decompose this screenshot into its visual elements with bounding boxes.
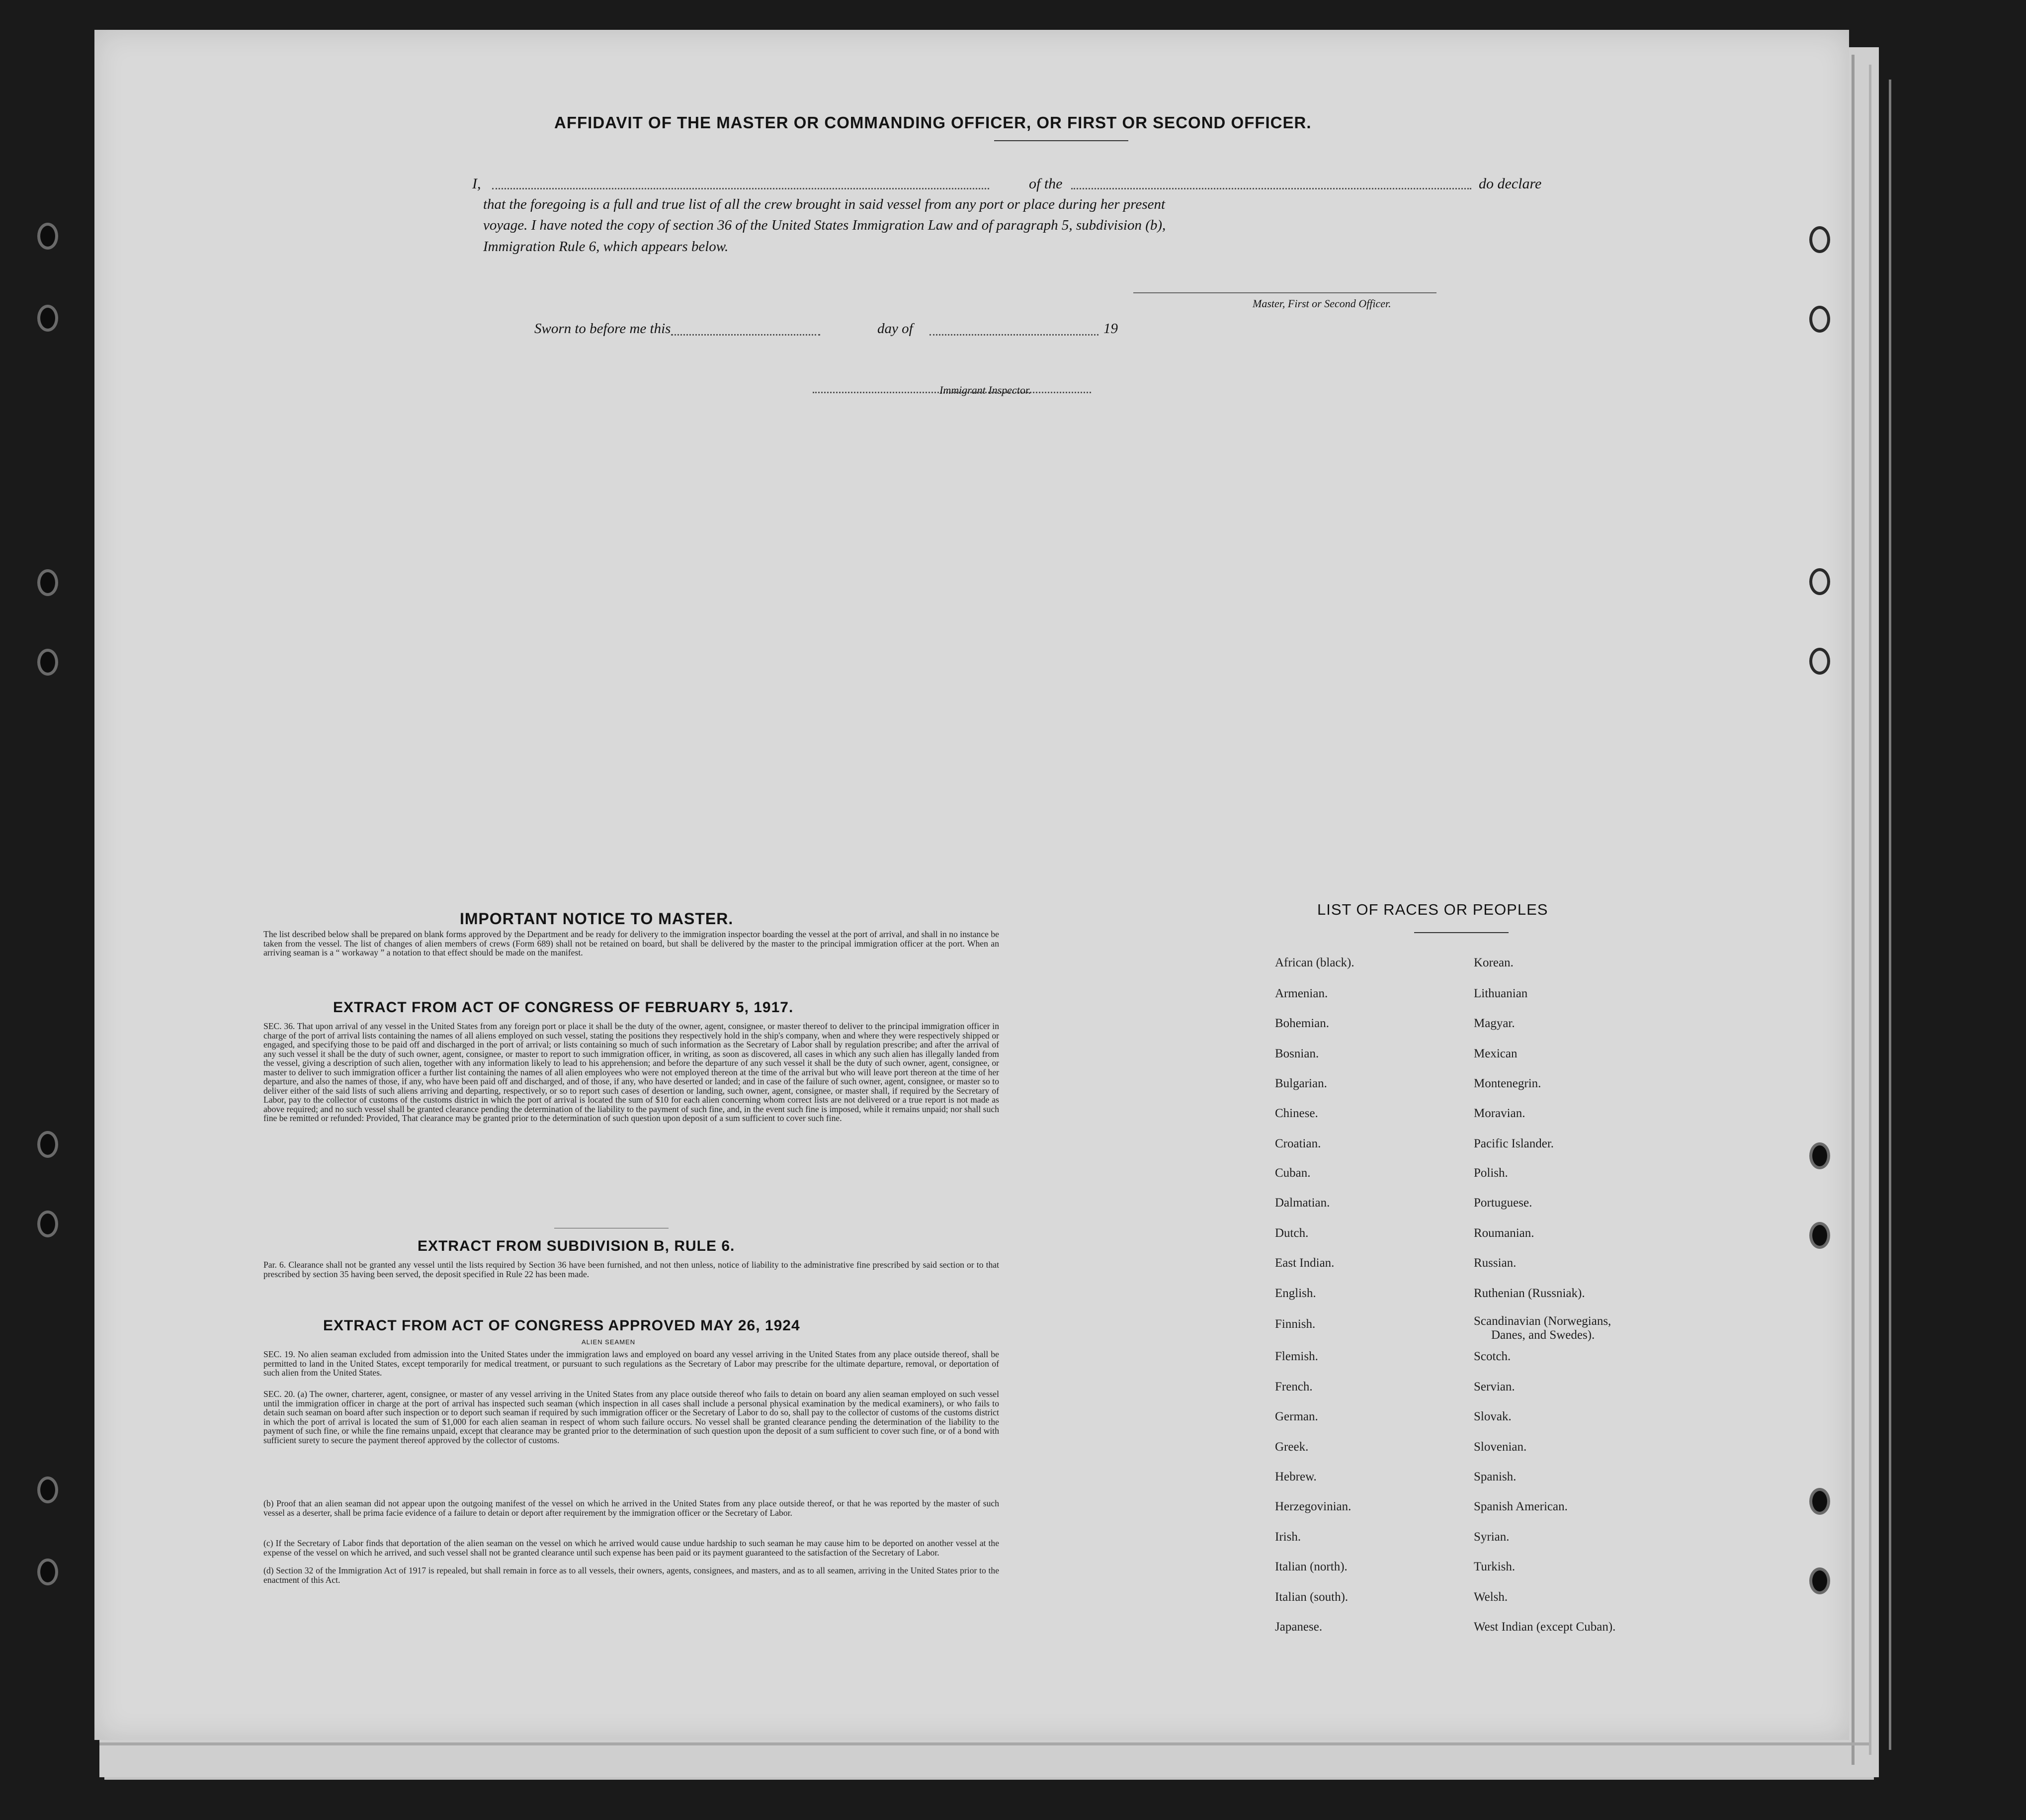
race-left-14: French. (1275, 1380, 1313, 1393)
race-left-4: Bulgarian. (1275, 1077, 1327, 1090)
race-right-2: Magyar. (1474, 1017, 1515, 1030)
title-rule (994, 140, 1128, 141)
binder-hole-icon (1809, 568, 1830, 595)
sworn-day-blank (671, 334, 820, 336)
binder-hole-icon (1809, 648, 1830, 675)
race-right-9: Roumanian. (1474, 1226, 1534, 1240)
race-right-20: Turkish. (1474, 1560, 1516, 1573)
race-right-7: Polish. (1474, 1166, 1508, 1180)
binder-hole-icon (37, 1211, 58, 1237)
sec20b-text: (b) Proof that an alien seaman did not appear upon the outgoing manifest of the vessel on which he arrived in the United States from any place outside thereof, or that he was reported by the master of such vessel as a deserter, shall be prima facie evidence of a failure to detain or deport after requirement by the immigration officer or the Secretary of Labor. (263, 1498, 999, 1518)
binder-hole-icon (1809, 1222, 1830, 1249)
month-blank (929, 334, 1098, 336)
race-right-0: Korean. (1474, 956, 1514, 969)
binder-hole-icon (1809, 1567, 1830, 1594)
year-prefix: 19 (1103, 321, 1118, 337)
notice-title: IMPORTANT NOTICE TO MASTER. (460, 910, 734, 928)
race-left-10: East Indian. (1275, 1256, 1335, 1270)
binder-hole-icon (37, 1559, 58, 1585)
race-left-5: Chinese. (1275, 1107, 1318, 1120)
race-left-2: Bohemian. (1275, 1017, 1330, 1030)
race-left-18: Herzegovinian. (1275, 1500, 1351, 1513)
extract-1924-subtitle: ALIEN SEAMEN (582, 1338, 636, 1346)
race-right-5: Moravian. (1474, 1107, 1525, 1120)
affidavit-title: AFFIDAVIT OF THE MASTER OR COMMANDING OFFICER, OR FIRST OR SECOND OFFICER. (554, 113, 1312, 132)
race-left-16: Greek. (1275, 1440, 1309, 1454)
signature-label: Master, First or Second Officer. (1253, 297, 1391, 310)
sheet-edge (99, 1742, 1869, 1745)
binder-hole-icon (37, 569, 58, 596)
race-right-3: Mexican (1474, 1047, 1518, 1060)
race-left-21: Italian (south). (1275, 1590, 1349, 1604)
sheet-edge (1869, 65, 1871, 1755)
day-of-text: day of (877, 321, 913, 337)
notice-body: The list described below shall be prepared on blank forms approved by the Department and be ready for delivery to the immigration inspector boarding the vessel at the port of arrival, and shall in no instance be taken from the vessel. The list of changes of alien members of crews (Form 689) shall not be retained on board, but shall be delivered by the master to the principal immigration officer at the port. When an arriving seaman is a “ workaway ” a notation to that effect should be made on the manifest. (263, 929, 999, 957)
races-rule (1414, 932, 1509, 933)
race-right-17: Spanish. (1474, 1470, 1517, 1483)
affidavit-declare: do declare (1479, 175, 1542, 192)
race-right-6: Pacific Islander. (1474, 1137, 1554, 1150)
race-right-19: Syrian. (1474, 1530, 1510, 1544)
race-right-14: Servian. (1474, 1380, 1515, 1393)
sheet-edge (1889, 80, 1891, 1750)
race-right-12: Scandinavian (Norwegians, (1474, 1314, 1611, 1328)
extract-rule6-title: EXTRACT FROM SUBDIVISION B, RULE 6. (418, 1238, 735, 1254)
race-right-12-cont: Danes, and Swedes). (1491, 1328, 1595, 1342)
affidavit-i: I, (472, 175, 481, 192)
race-left-7: Cuban. (1275, 1166, 1311, 1180)
affidavit-of-the: of the (1029, 175, 1063, 192)
inspector-label: Immigrant Inspector. (939, 384, 1031, 396)
binder-hole-icon (37, 305, 58, 332)
rank-blank (1071, 188, 1471, 189)
race-right-22: West Indian (except Cuban). (1474, 1620, 1616, 1634)
race-right-16: Slovenian. (1474, 1440, 1527, 1454)
race-right-4: Montenegrin. (1474, 1077, 1541, 1090)
binder-hole-icon (1809, 226, 1830, 253)
binder-hole-icon (37, 223, 58, 250)
binder-hole-icon (37, 1131, 58, 1158)
race-left-17: Hebrew. (1275, 1470, 1317, 1483)
sheet-edge (1852, 55, 1855, 1765)
race-right-13: Scotch. (1474, 1350, 1511, 1363)
race-left-12: Finnish. (1275, 1317, 1316, 1331)
sec19-text: SEC. 19. No alien seaman excluded from admission into the United States under the immigration laws and employed on board any vessel arriving in the United States from any place outside thereof, shall be permitted to land in the United States, except temporarily for medical treatment, or pursuant to such regulations as the Secretary of Labor may prescribe for the ultimate departure, removal, or deportation of such alien from the United States. (263, 1349, 999, 1378)
binder-hole-icon (37, 649, 58, 676)
race-left-15: German. (1275, 1410, 1318, 1423)
extract-rule6-body: Par. 6. Clearance shall not be granted any vessel until the lists required by Section 36 have been furnished, and not then unless, notice of liability to the administrative fine prescribed by said section or to that prescribed by section 35 having been served, the deposit specified in Rule 22 has been made. (263, 1260, 999, 1279)
races-title: LIST OF RACES OR PEOPLES (1317, 901, 1548, 918)
extract-1917-title: EXTRACT FROM ACT OF CONGRESS OF FEBRUARY 5, 1917. (333, 999, 794, 1016)
race-right-11: Ruthenian (Russniak). (1474, 1287, 1585, 1300)
sec20c-text: (c) If the Secretary of Labor finds that deportation of the alien seaman on the vessel on which he arrived would cause undue hardship to such seaman he may cause him to be deported on another vessel at the expense of the vessel on which he arrived, and such vessel shall not be granted clearance until such expense has been paid or its payment guaranteed to the satisfaction of the Secretary of Labor. (263, 1538, 999, 1558)
affidavit-line4: Immigration Rule 6, which appears below. (483, 239, 729, 255)
race-left-8: Dalmatian. (1275, 1196, 1330, 1210)
affidavit-line2: that the foregoing is a full and true list of all the crew brought in said vessel from any port or place during her present (483, 196, 1166, 212)
race-right-8: Portuguese. (1474, 1196, 1532, 1210)
race-left-22: Japanese. (1275, 1620, 1323, 1634)
race-right-18: Spanish American. (1474, 1500, 1568, 1513)
race-left-1: Armenian. (1275, 987, 1328, 1000)
binder-hole-icon (1809, 1142, 1830, 1169)
race-left-6: Croatian. (1275, 1137, 1321, 1150)
sec20a-text: SEC. 20. (a) The owner, charterer, agent, consignee, or master of any vessel arriving in the United States from any place outside thereof who fails to detain on board any alien seaman employed on such vessel until the immigration officer in charge at the port of arrival has inspected such seaman (which inspection in all cases shall include a personal physical examination by the medical examiners), or who fails to detain such seaman on board after such inspection or to deport such seaman if required by such immigration officer or the Secretary of Labor to do so, shall pay to the collector of customs of the customs district in which the port of arrival is located the sum of $1,000 for each alien seaman in respect of whom such failure occurs. No vessel shall be granted clearance pending the determination of the liability to the payment of such fine, or while the fine remains unpaid, except that clearance may be granted prior to the determination of such question upon the deposit of a sum sufficient to cover such fine, or of a bond with sufficient surety to secure the payment thereof approved by the collector of customs. (263, 1389, 999, 1445)
binder-hole-icon (37, 1476, 58, 1503)
race-left-20: Italian (north). (1275, 1560, 1348, 1573)
race-left-11: English. (1275, 1287, 1316, 1300)
race-left-9: Dutch. (1275, 1226, 1309, 1240)
extract-1917-body: SEC. 36. That upon arrival of any vessel in the United States from any foreign port or place it shall be the duty of the owner, agent, consignee, or master thereof to deliver to the principal immigration officer in charge of the port of arrival lists containing the names of all aliens employed on such vessel, stating the positions they respectively hold in the ship's company, when and where they were respectively shipped or engaged, and specifying those to be paid off and discharged in the port of arrival; or lists containing so much of such information as the Secretary of Labor shall by regulation prescribe; and after the arrival of any such vessel it shall be the duty of such owner, agent, consignee, or master to report to such immigration officer, in writing, as soon as discovered, all cases in which any such alien has illegally landed from the vessel, giving a description of such alien, together with any information likely to lead to his apprehension; and before the departure of any such vessel it shall be the duty of such owner, agent, consignee, or master to deliver to such immigration officer a further list containing the names of all alien employees who were not employed thereon at the time of the arrival but who will leave port thereon at the time of her departure, and also the names of those, if any, who have been paid off and discharged, and of those, if any, who have deserted or landed; and in case of the failure of such owner, agent, consignee, or master so to deliver either of the said lists of such aliens arriving and departing, respectively, or so to report such cases of desertion or landing, such owner, agent, consignee, or master shall, if required by the Secretary of Labor, pay to the collector of customs of the customs district in which the port of arrival is located the sum of $10 for each alien concerning whom correct lists are not delivered or a true report is not made as above required; and no such vessel shall be granted clearance pending the determination of the liability to the payment of such fine, and, in the event such fine is imposed, while it remains unpaid; nor shall such fine be remitted or refunded: Provided, That clearance may be granted prior to the determination of such question upon deposit of a sum sufficient to cover such fine. (263, 1021, 999, 1123)
extract-1924-title: EXTRACT FROM ACT OF CONGRESS APPROVED MAY 26, 1924 (323, 1317, 800, 1334)
race-left-0: African (black). (1275, 956, 1354, 969)
name-blank (492, 188, 989, 189)
race-right-21: Welsh. (1474, 1590, 1508, 1604)
race-right-15: Slovak. (1474, 1410, 1512, 1423)
race-right-1: Lithuanian (1474, 987, 1528, 1000)
binder-hole-icon (1809, 306, 1830, 333)
document-page (94, 30, 1849, 1740)
sworn-text: Sworn to before me this (534, 321, 671, 337)
race-right-10: Russian. (1474, 1256, 1517, 1270)
binder-hole-icon (1809, 1488, 1830, 1515)
sec20d-text: (d) Section 32 of the Immigration Act of 1917 is repealed, but shall remain in force as to all vessels, their owners, agents, consignees, and masters, and as to all seamen, arriving in the United States prior to the enactment of this Act. (263, 1565, 999, 1585)
race-left-13: Flemish. (1275, 1350, 1318, 1363)
race-left-19: Irish. (1275, 1530, 1301, 1544)
race-left-3: Bosnian. (1275, 1047, 1319, 1060)
signature-line (1133, 292, 1436, 293)
affidavit-line3: voyage. I have noted the copy of section 36 of the United States Immigration Law and of paragraph 5, subdivision (b), (483, 217, 1166, 233)
